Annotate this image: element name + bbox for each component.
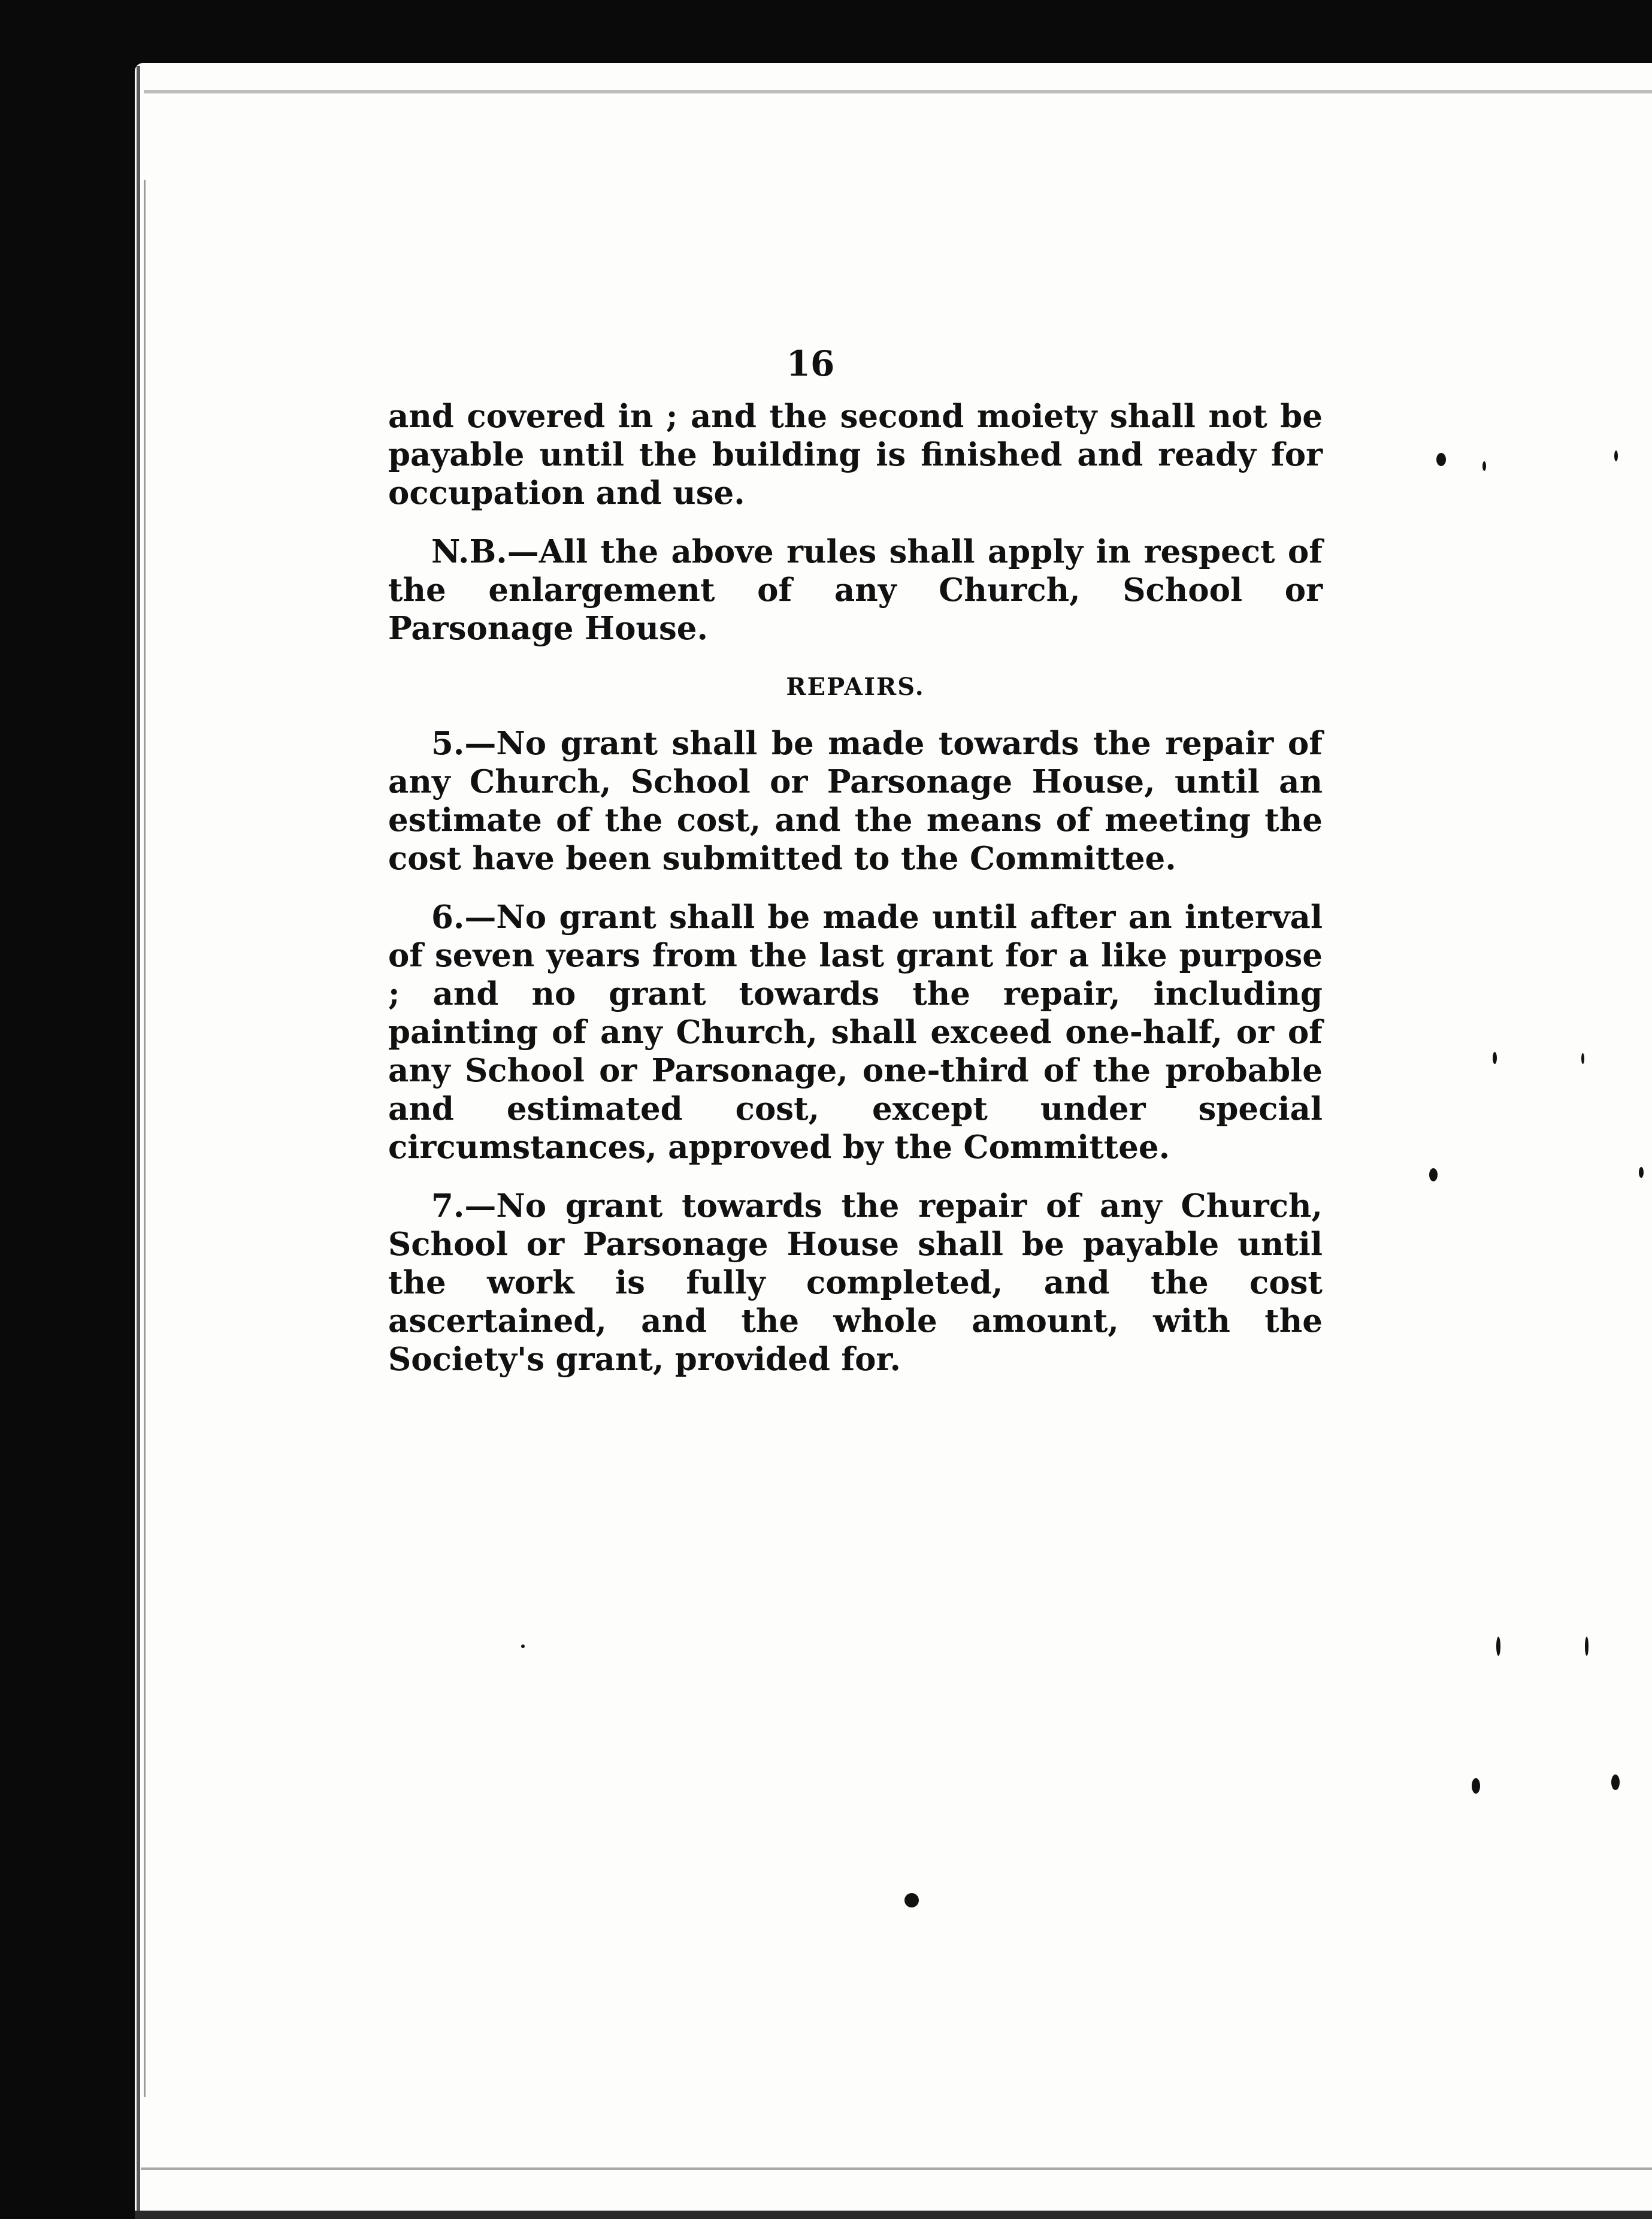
scan-speck [1429,1168,1438,1181]
scan-speck [1436,453,1446,466]
section-heading: REPAIRS. [786,673,925,701]
scan-speck [1585,1637,1589,1656]
nb-paragraph: N.B.—All the above rules shall apply in respect of the enlargement of any Church, School or Parsonage House. [388,533,1323,647]
opening-paragraph: and covered in ; and the second moiety shall not be payable until the building is finished and ready for occupation and use. [388,398,1323,512]
page-edge-bottom [141,2167,1652,2170]
scan-speck [1581,1053,1584,1064]
rule-7-paragraph: 7.—No grant towards the repair of any Church, School or Parsonage House shall be payable until the work is fully completed, and the cost ascertained, and the whole amount, with the Society's grant, provided for. [388,1187,1323,1378]
page-edge-shadow [135,2211,1652,2219]
scan-speck [1496,1637,1500,1656]
page-number: 16 [786,343,835,384]
scan-speck [1639,1167,1644,1178]
scan-speck [1472,1778,1480,1794]
page-edge-left [137,66,140,2211]
scan-speck [1482,461,1486,471]
scan-speck [521,1644,525,1648]
page-edge-top [144,90,1652,93]
rule-5-paragraph: 5.—No grant shall be made towards the repair of any Church, School or Parsonage House, until an estimate of the cost, and the means of meeting the cost have been submitted to the Committee. [388,725,1323,877]
scan-speck [904,1893,919,1907]
scan-speck [1614,451,1618,461]
page-text [388,344,1323,1399]
page-edge-inner-left [144,180,146,2097]
scan-speck [1493,1052,1497,1064]
rule-6-paragraph: 6.—No grant shall be made until after an interval of seven years from the last grant for a like purpose ; and no grant towards the repair, including painting of any Church, shall exceed one-half, or of any School or Parsonage, one-third of the probable and estimated cost, except under special circumstances, approved by the Committee. [388,899,1323,1166]
scan-speck [1611,1774,1620,1790]
